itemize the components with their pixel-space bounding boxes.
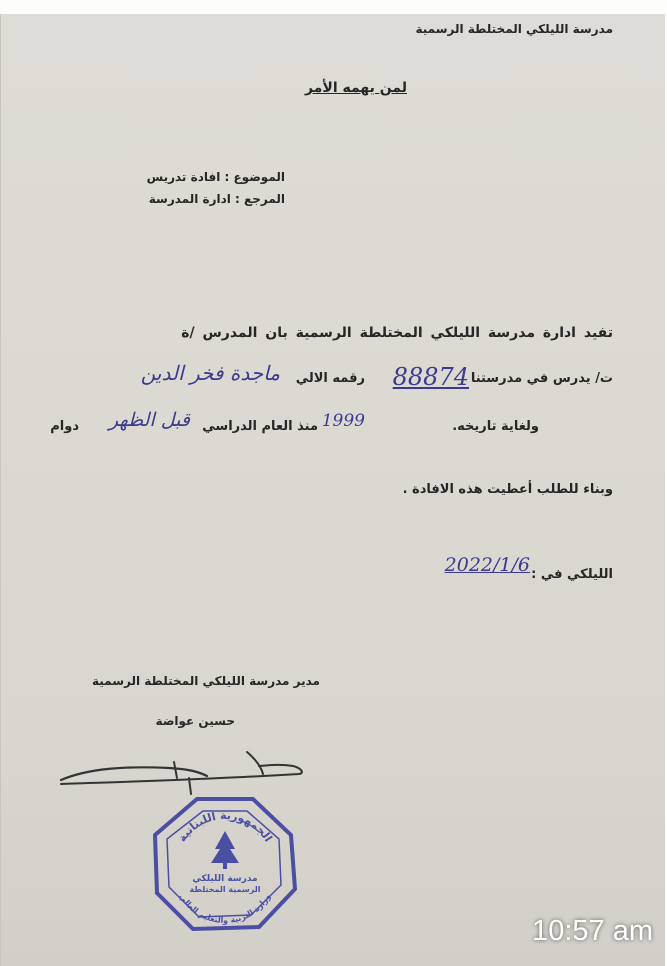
handwritten-date: 2022/1/6	[444, 554, 530, 576]
stamp-top-text: الجمهورية اللبنانية	[175, 808, 275, 845]
handwritten-year: 1999	[321, 411, 365, 431]
handwritten-teacher-number: 88874	[392, 363, 469, 391]
status-time: 10:57 am	[532, 915, 653, 947]
signatory-name: حسين عواضة	[155, 714, 235, 728]
stamp-inner-line-1: مدرسة الليلكي	[192, 874, 258, 884]
official-stamp	[149, 793, 301, 935]
body-line-3-end: ولغاية تاريخه.	[452, 419, 539, 434]
stamp-bottom-text: وزارة التربية والتعليم العالي	[177, 892, 273, 926]
reference-line: المرجع : ادارة المدرسة	[148, 192, 285, 206]
body-line-3-middle: منذ العام الدراسي	[202, 419, 318, 434]
stamp-inner-line-2: الرسمية المختلطة	[189, 885, 261, 894]
body-line-1: تفيد ادارة مدرسة الليلكي المختلطة الرسمية بان المدرس /ة	[181, 325, 613, 341]
closing-line: وبناء للطلب أعطيت هذه الافادة .	[402, 482, 613, 497]
letter-title: لمن يهمه الأمر	[305, 80, 407, 96]
signatory-title: مدير مدرسة الليلكي المختلطة الرسمية	[91, 674, 320, 688]
handwritten-shift: قبل الظهر	[108, 409, 190, 431]
letterhead-school-name: مدرسة الليلكي المختلطة الرسمية	[415, 22, 613, 36]
svg-text:وزارة التربية والتعليم العالي	[178, 892, 273, 925]
body-line-2-label: رقمه الالي	[295, 371, 365, 386]
body-line-2-end: ت/ يدرس في مدرستنا	[470, 371, 613, 386]
body-line-3-start: دوام	[50, 419, 79, 434]
subject-line: الموضوع : افادة تدريس	[146, 170, 285, 184]
handwritten-teacher-name: ماجدة فخر الدين	[140, 361, 280, 385]
document-page	[0, 14, 665, 966]
place-date-label: الليلكي في :	[531, 567, 613, 582]
